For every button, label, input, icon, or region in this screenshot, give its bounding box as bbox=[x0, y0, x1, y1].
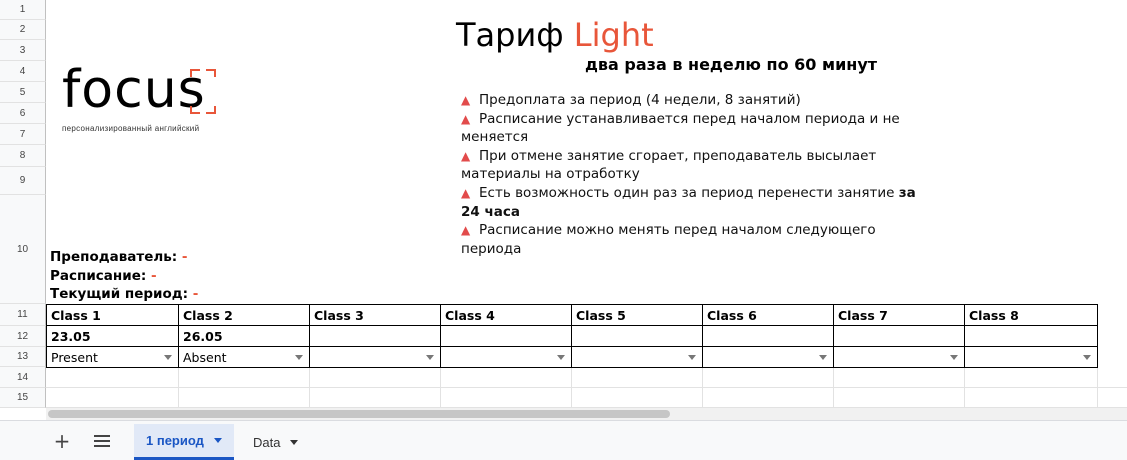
all-sheets-menu-icon[interactable] bbox=[91, 430, 113, 452]
add-sheet-icon[interactable]: + bbox=[53, 429, 71, 453]
class-header-cell[interactable]: Class 7 bbox=[834, 305, 965, 326]
logo-bracket bbox=[206, 69, 216, 77]
status-dropdown-cell[interactable] bbox=[703, 347, 834, 368]
condition-text: Расписание можно менять перед началом следующего периода bbox=[461, 222, 876, 257]
period-value: - bbox=[192, 286, 199, 303]
tariff-title bbox=[456, 16, 654, 54]
date-cell[interactable] bbox=[834, 326, 965, 347]
title-main: Тариф bbox=[456, 16, 564, 54]
table-row bbox=[47, 347, 1098, 368]
status-dropdown-cell[interactable] bbox=[179, 347, 310, 368]
logo-wordmark: focus bbox=[62, 60, 206, 120]
class-header-cell[interactable]: Class 6 bbox=[703, 305, 834, 326]
row-header[interactable]: 11 bbox=[0, 304, 46, 326]
row-header[interactable]: 15 bbox=[0, 388, 46, 408]
horizontal-scrollbar-thumb[interactable] bbox=[48, 410, 670, 418]
table-row bbox=[47, 305, 1098, 326]
chevron-down-icon[interactable] bbox=[950, 355, 958, 360]
chevron-down-icon[interactable] bbox=[164, 355, 172, 360]
row-header[interactable]: 5 bbox=[0, 82, 46, 103]
class-header-cell[interactable]: Class 2 bbox=[179, 305, 310, 326]
chevron-down-icon[interactable] bbox=[819, 355, 827, 360]
date-cell[interactable]: 23.05 bbox=[47, 326, 179, 347]
teacher-value: - bbox=[181, 249, 188, 265]
status-dropdown-cell[interactable] bbox=[310, 347, 441, 368]
chevron-down-icon bbox=[214, 438, 222, 443]
attendance-table bbox=[46, 304, 1098, 368]
teacher-line bbox=[50, 248, 198, 267]
table-row bbox=[47, 326, 1098, 347]
tab-period-1[interactable] bbox=[134, 424, 234, 460]
status-value: Present bbox=[51, 349, 98, 365]
condition-item bbox=[461, 184, 931, 221]
focus-logo bbox=[62, 62, 206, 133]
chevron-down-icon[interactable] bbox=[1083, 355, 1091, 360]
title-accent: Light bbox=[573, 16, 654, 54]
status-dropdown-cell[interactable] bbox=[965, 347, 1098, 368]
row-header[interactable]: 6 bbox=[0, 103, 46, 124]
period-label: Текущий период: bbox=[50, 286, 189, 303]
triangle-icon: ▲ bbox=[461, 185, 471, 200]
tariff-subtitle: два раза в неделю по 60 минут bbox=[585, 55, 878, 74]
student-info bbox=[50, 248, 198, 304]
status-dropdown-cell[interactable] bbox=[47, 347, 179, 368]
class-header-cell[interactable]: Class 4 bbox=[441, 305, 572, 326]
row-header[interactable]: 1 bbox=[0, 0, 46, 20]
period-line bbox=[50, 285, 198, 304]
date-cell[interactable] bbox=[310, 326, 441, 347]
row-header[interactable]: 8 bbox=[0, 145, 46, 167]
status-value: Absent bbox=[183, 349, 227, 365]
date-cell[interactable]: 26.05 bbox=[179, 326, 310, 347]
tab-data[interactable] bbox=[241, 424, 310, 460]
schedule-line bbox=[50, 267, 198, 286]
row-header[interactable]: 7 bbox=[0, 124, 46, 145]
condition-text: Расписание устанавливается перед началом периода и не меняется bbox=[461, 110, 900, 146]
row-header[interactable]: 3 bbox=[0, 40, 46, 61]
teacher-label: Преподаватель: bbox=[50, 249, 178, 265]
row-header[interactable]: 12 bbox=[0, 326, 46, 347]
logo-bracket bbox=[190, 69, 200, 77]
triangle-icon: ▲ bbox=[461, 223, 471, 238]
condition-item bbox=[461, 91, 931, 110]
tab-label: Data bbox=[253, 434, 281, 450]
class-header-cell[interactable]: Class 1 bbox=[47, 305, 179, 326]
condition-item bbox=[461, 147, 931, 184]
row-header[interactable]: 4 bbox=[0, 61, 46, 82]
logo-bracket bbox=[190, 106, 200, 114]
row-header[interactable]: 10 bbox=[0, 195, 46, 304]
condition-item bbox=[461, 221, 931, 258]
condition-text: Есть возможность один раз за период перенести занятие bbox=[479, 184, 895, 201]
condition-item bbox=[461, 110, 931, 147]
status-dropdown-cell[interactable] bbox=[441, 347, 572, 368]
tariff-conditions bbox=[461, 91, 931, 258]
date-cell[interactable] bbox=[965, 326, 1098, 347]
condition-emphasis: за 24 часа bbox=[461, 184, 916, 220]
chevron-down-icon[interactable] bbox=[557, 355, 565, 360]
chevron-down-icon[interactable] bbox=[426, 355, 434, 360]
logo-bracket bbox=[206, 106, 216, 114]
triangle-icon: ▲ bbox=[461, 111, 471, 126]
schedule-value: - bbox=[150, 267, 157, 284]
class-header-cell[interactable]: Class 3 bbox=[310, 305, 441, 326]
class-header-cell[interactable]: Class 8 bbox=[965, 305, 1098, 326]
triangle-icon: ▲ bbox=[461, 148, 471, 163]
row-header[interactable]: 13 bbox=[0, 347, 46, 367]
condition-text: Предоплата за период (4 недели, 8 занятий) bbox=[479, 92, 801, 108]
date-cell[interactable] bbox=[703, 326, 834, 347]
date-cell[interactable] bbox=[441, 326, 572, 347]
date-cell[interactable] bbox=[572, 326, 703, 347]
logo-tagline: персонализированный английский bbox=[62, 124, 200, 133]
chevron-down-icon bbox=[290, 440, 298, 445]
triangle-icon: ▲ bbox=[461, 93, 471, 107]
condition-text: При отмене занятие сгорает, преподаватель высылает материалы на отработку bbox=[461, 147, 877, 183]
status-dropdown-cell[interactable] bbox=[834, 347, 965, 368]
row-header[interactable]: 2 bbox=[0, 20, 46, 40]
chevron-down-icon[interactable] bbox=[295, 355, 303, 360]
row-header[interactable]: 9 bbox=[0, 167, 46, 195]
class-header-cell[interactable]: Class 5 bbox=[572, 305, 703, 326]
tab-label: 1 период bbox=[146, 433, 204, 448]
schedule-label: Расписание: bbox=[50, 267, 147, 284]
chevron-down-icon[interactable] bbox=[688, 355, 696, 360]
status-dropdown-cell[interactable] bbox=[572, 347, 703, 368]
row-header[interactable]: 14 bbox=[0, 367, 46, 388]
